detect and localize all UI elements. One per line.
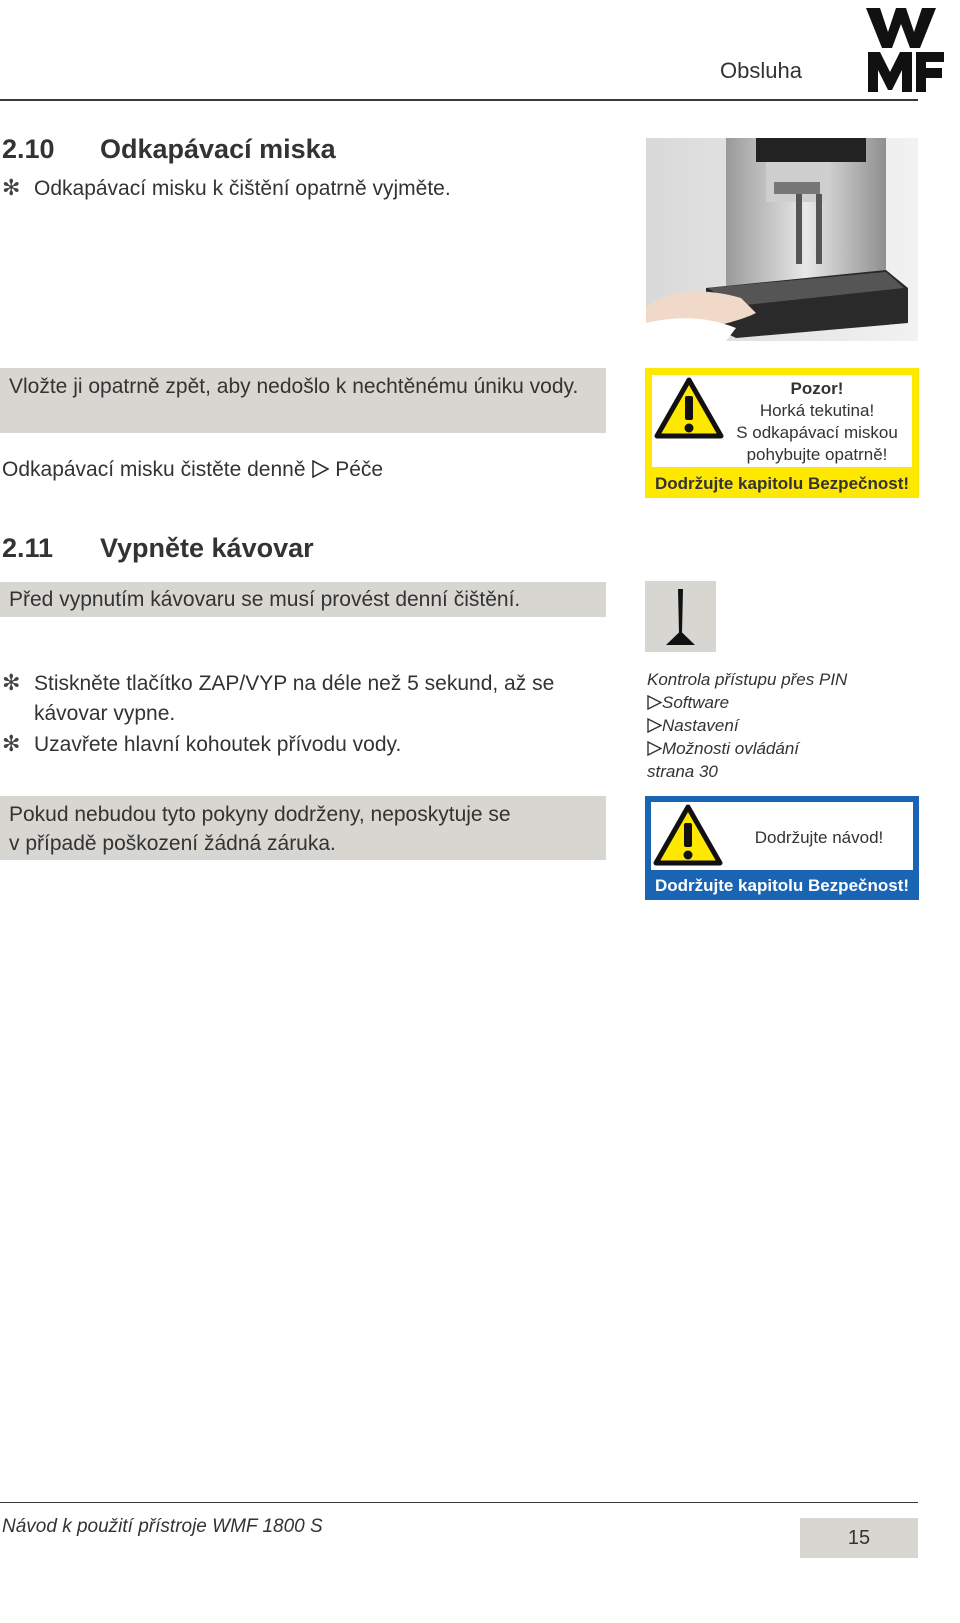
warning-triangle-icon xyxy=(654,377,724,443)
footer-rule xyxy=(0,1502,918,1503)
step-bullet-icon: ✻ xyxy=(2,731,21,756)
important-exclamation-icon xyxy=(645,581,716,652)
page-number: 15 xyxy=(800,1518,918,1558)
note-reinsert-text: Vložte ji opatrně zpět, aby nedošlo k nechtěnému úniku vody. xyxy=(9,375,579,398)
sidebar-link-software[interactable]: Software xyxy=(647,691,847,714)
section-title: Vypněte kávovar xyxy=(100,533,314,563)
warning-hot-title: Pozor! xyxy=(790,379,844,398)
sidebar-page-ref: strana 30 xyxy=(647,762,718,781)
warning-follow-manual xyxy=(645,796,919,900)
triangle-right-icon xyxy=(647,695,662,710)
section-number: 2.10 xyxy=(2,134,55,164)
sidebar-link-settings[interactable]: Nastavení xyxy=(647,714,847,737)
section-number: 2.11 xyxy=(2,533,54,563)
note-daily-clean-text: Před vypnutím kávovaru se musí provést denní čištění. xyxy=(9,588,521,611)
daily-clean-text: Odkapávací misku čistěte denně Péče xyxy=(2,458,384,481)
warning-hot-footer: Dodržujte kapitolu Bezpečnost! xyxy=(654,474,910,493)
section-heading-2-11 xyxy=(2,533,314,564)
note-daily-clean-box xyxy=(0,582,606,617)
warning-manual-text: Dodržujte návod! xyxy=(754,828,884,847)
sidebar-line: Kontrola přístupu přes PIN xyxy=(647,670,848,689)
drip-tray-photo xyxy=(646,138,918,341)
warning-hot-liquid xyxy=(645,368,919,498)
note-reinsert-box xyxy=(0,368,606,433)
warning-hot-line3: pohybujte opatrně! xyxy=(746,445,888,464)
header-section-label: Obsluha xyxy=(720,58,802,83)
warning-triangle-icon xyxy=(653,804,723,870)
triangle-right-icon xyxy=(311,458,335,481)
triangle-right-icon xyxy=(647,718,662,733)
footer-manual-title: Návod k použití přístroje WMF 1800 S xyxy=(2,1516,323,1537)
section-title: Odkapávací miska xyxy=(100,134,336,164)
header-rule xyxy=(0,99,918,101)
warning-hot-line2: S odkapávací miskou xyxy=(736,423,898,442)
triangle-right-icon xyxy=(647,741,662,756)
step-remove-tray xyxy=(2,173,451,204)
warranty-note-box xyxy=(0,796,606,860)
sidebar-link-options[interactable]: Možnosti ovládání xyxy=(647,737,847,760)
care-link[interactable]: Péče xyxy=(335,458,384,481)
warning-manual-footer: Dodržujte kapitolu Bezpečnost! xyxy=(654,876,910,895)
step-press-onoff: ✻ Stiskněte tlačítko ZAP/VYP na déle než 5 sekund, až se kávovar vypne. ✻ Uzavřete hlavní kohoutek přívodu vody. xyxy=(2,668,612,760)
step-text: Odkapávací misku k čištění opatrně vyjměte. xyxy=(34,177,451,200)
step-bullet-icon: ✻ xyxy=(2,175,21,200)
sidebar-pin-info xyxy=(647,668,847,783)
step-bullet-icon: ✻ xyxy=(2,670,21,695)
wmf-logo xyxy=(866,4,956,94)
section-heading-2-10 xyxy=(2,134,336,165)
warning-hot-line1: Horká tekutina! xyxy=(759,401,875,420)
warranty-note-text: Pokud nebudou tyto pokyny dodrženy, neposkytuje se v případě poškození žádná záruka. xyxy=(9,803,511,855)
